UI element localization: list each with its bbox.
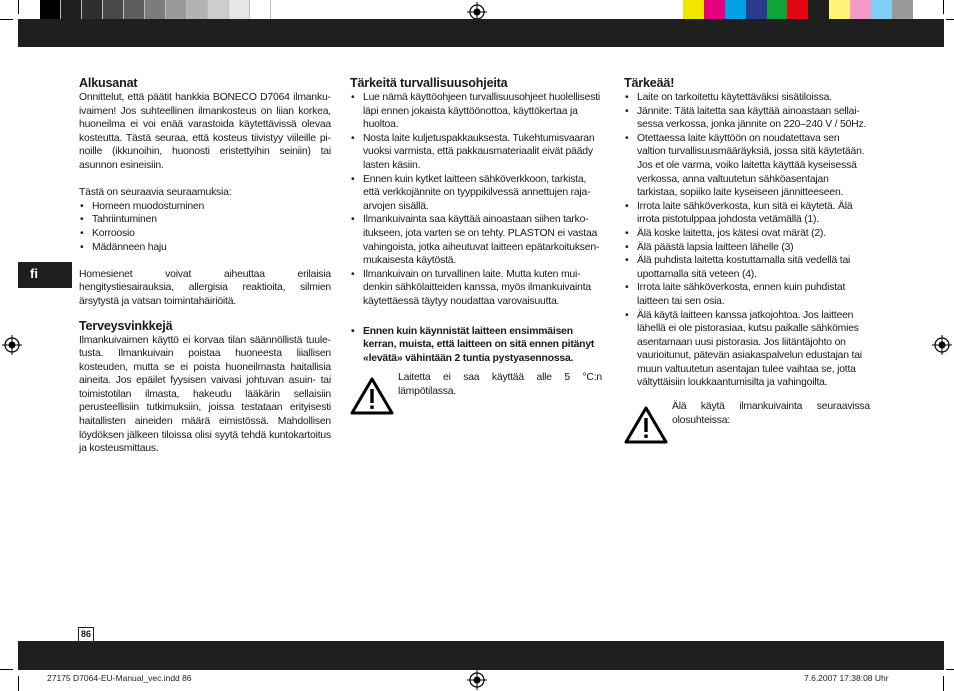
warning-text: Älä käytä ilmankuivainta seuraavissa olosuhteissa: xyxy=(672,401,870,426)
grayscale-color-bar xyxy=(40,0,271,20)
color-swatch xyxy=(871,0,892,20)
list-item: • Irrota laite sähköverkosta, kun sitä ei käytetä. Älä irrota pistotulppaa johdosta vetämällä (1). xyxy=(624,200,870,227)
list-item: • Irrota laite sähköverkosta, ennen kuin puhdistat laitteen tai sen osia. xyxy=(624,281,870,308)
warning-triangle-icon xyxy=(350,377,394,415)
list-item: • Tahriintuminen xyxy=(79,213,331,227)
gray-swatch xyxy=(229,0,250,20)
gray-swatch xyxy=(124,0,145,20)
color-swatch xyxy=(787,0,808,20)
warning-block xyxy=(624,400,870,436)
footer-bar xyxy=(18,641,944,670)
list-item: • Ennen kuin kytket laitteen sähköverkkoon, tarkista, että verkkojännite on tyyppikilvessä annettujen raja-arvojen sisällä. xyxy=(350,173,602,214)
safety-list xyxy=(350,91,602,309)
color-swatch xyxy=(725,0,746,20)
list-item: • Lue nämä käyttöohjeen turvallisuusohjeet huolellisesti läpi ennen jokaista käyttöönottoa, käyttökertaa ja huoltoa. xyxy=(350,91,602,132)
list-item: • Homeen muodostuminen xyxy=(79,200,331,214)
important-list xyxy=(624,91,870,390)
gray-swatch xyxy=(82,0,103,20)
crop-mark xyxy=(946,669,954,670)
paragraph: Tästä on seuraavia seuraamuksia: xyxy=(79,187,232,199)
timestamp: 7.6.2007 17:38:08 Uhr xyxy=(804,673,889,683)
paragraph: Homesienet voivat aiheuttaa erilaisia hengitystiesairauksia, allergisia reaktioita, silmien ärsytystä ja vatsan toimintahäiriöitä. xyxy=(79,268,331,307)
column-important xyxy=(624,76,870,436)
color-swatch xyxy=(829,0,850,20)
language-tab-label: fi xyxy=(30,266,38,281)
consequences-list xyxy=(79,200,331,254)
list-item-bold: • Ennen kuin käynnistät laitteen ensimmäisen kerran, muista, että laitteen on sitä ennen pitänyt «levätä» vähintään 2 tuntia pystyasennossa. xyxy=(350,325,602,366)
color-swatch xyxy=(746,0,767,20)
gray-swatch xyxy=(103,0,124,20)
page-number: 86 xyxy=(78,627,94,641)
list-item: • Laite on tarkoitettu käytettäväksi sisätiloissa. xyxy=(624,91,870,105)
gray-swatch xyxy=(166,0,187,20)
gray-swatch xyxy=(40,0,61,20)
language-tab xyxy=(18,262,72,288)
file-info: 27175 D7064-EU-Manual_vec.indd 86 xyxy=(47,673,192,683)
color-swatch xyxy=(892,0,913,20)
list-item: • Älä käytä laitteen kanssa jatkojohtoa. Jos laitteen lähellä ei ole pistorasiaa, kutsu paikalle sähkömies asentamaan uusi pistorasia. Jos liitäntäjohto on vaurioitunut, pätevän asiakaspalvelun edustajan tai muun valtuutetun asentajan tulee vaihtaa se, jotta vältyttäisiin loukkaantumisilta ja vahingoilta. xyxy=(624,309,870,391)
process-color-bar xyxy=(683,0,913,20)
registration-mark-icon xyxy=(2,335,22,355)
crop-mark xyxy=(943,0,944,14)
color-swatch xyxy=(850,0,871,20)
gray-swatch xyxy=(145,0,166,20)
color-swatch xyxy=(704,0,725,20)
list-item: • Ilmankuivain on turvallinen laite. Mutta kuten muidenkin sähkölaitteiden kanssa, myös ilmankuivainta käytettäessä täytyy noudattaa varovaisuutta. xyxy=(350,268,602,309)
crop-mark xyxy=(0,669,13,670)
important-list xyxy=(350,325,602,366)
list-item: • Nosta laite kuljetuspakkauksesta. Tukehtumisvaaran vuoksi varmista, että pakkausmateriaalit eivät päädy lasten käsiin. xyxy=(350,132,602,173)
crop-mark xyxy=(0,19,13,20)
warning-block xyxy=(350,371,602,407)
crop-mark xyxy=(18,676,19,691)
heading-tarkeaa: Tärkeää! xyxy=(624,76,675,90)
list-item: • Otettaessa laite käyttöön on noudatettava sen valtion turvallisuusmääräyksiä, jossa sitä käytetään. Jos et ole varma, voiko laitetta käyttää kyseisessä verkossa, anna valtuutetun sähköasentajan tarkistaa, sopiiko laite kyseiseen jännitteeseen. xyxy=(624,132,870,200)
paragraph: Ilmankuivaimen käyttö ei korvaa tilan säännöllistä tuuletusta. Ilmankuivain poistaa huoneesta liiallisen kosteuden, mutta se ei poista huoneilmasta haitallisia aineita. Jos epäilet fyysisen vaivasi johtuvan asuin- tai toimistotilan ilmasta, hakeudu lääkärin sellaisiin perusteellisiin tutkimuksiin, joissa testataan erityisesti haitallisten aineiden määrä eimistössä. Mahdollisen löydöksen jälkeen tiloissa olisi syytä tehdä kuntokartoitus ja kosteusmittaus. xyxy=(79,334,331,455)
registration-mark-icon xyxy=(932,335,952,355)
heading-terveysvinkkeja: Terveysvinkkejä xyxy=(79,318,173,333)
list-item: • Mädänneen haju xyxy=(79,241,331,255)
gray-swatch xyxy=(61,0,82,20)
list-item: • Korroosio xyxy=(79,227,331,241)
color-swatch xyxy=(808,0,829,20)
header-bar xyxy=(18,19,944,47)
heading-turvallisuusohjeita: Tärkeitä turvallisuusohjeita xyxy=(350,76,508,90)
list-item: • Älä puhdista laitetta kostuttamalla sitä vedellä tai upottamalla sitä veteen (4). xyxy=(624,254,870,281)
color-swatch xyxy=(767,0,788,20)
paragraph: Onnittelut, että päätit hankkia BONECO D7064 ilmankuivaimen! Jos suhteellinen ilmankosteus on liian korkea, huoneilma ei voi enää varastoida käytettävissä olevaa kosteutta. Tästä seuraa, että kosteus tiivistyy viileille pinoille (ikkunoihin, huonosti eristettyihin seiniin) tai asunnon esineisiin. xyxy=(79,92,331,171)
color-swatch xyxy=(683,0,704,20)
registration-mark-icon xyxy=(467,670,487,690)
crop-mark xyxy=(18,0,19,14)
warning-text: Laitetta ei saa käyttää alle 5 °C:n lämpötilassa. xyxy=(398,372,602,397)
crop-mark xyxy=(946,19,954,20)
column-introduction xyxy=(79,76,331,456)
column-safety xyxy=(350,76,602,407)
list-item: • Jännite: Tätä laitetta saa käyttää ainoastaan sellaisessa verkossa, jonka jännite on 220–240 V / 50Hz. xyxy=(624,105,870,132)
gray-swatch xyxy=(208,0,229,20)
list-item: • Ilmankuivainta saa käyttää ainoastaan siihen tarkoitukseen, jota varten se on tehty. PLASTON ei vastaa vahingoista, jotka aiheutuvat laitteen epätarkoituksenmukaisesta käytöstä. xyxy=(350,213,602,267)
list-item: • Älä koske laitetta, jos kätesi ovat märät (2). xyxy=(624,227,870,241)
crop-mark xyxy=(943,676,944,691)
gray-swatch xyxy=(187,0,208,20)
gray-swatch xyxy=(250,0,271,20)
warning-triangle-icon xyxy=(624,406,668,444)
list-item: • Älä päästä lapsia laitteen lähelle (3) xyxy=(624,241,870,255)
heading-alkusanat: Alkusanat xyxy=(79,76,138,90)
